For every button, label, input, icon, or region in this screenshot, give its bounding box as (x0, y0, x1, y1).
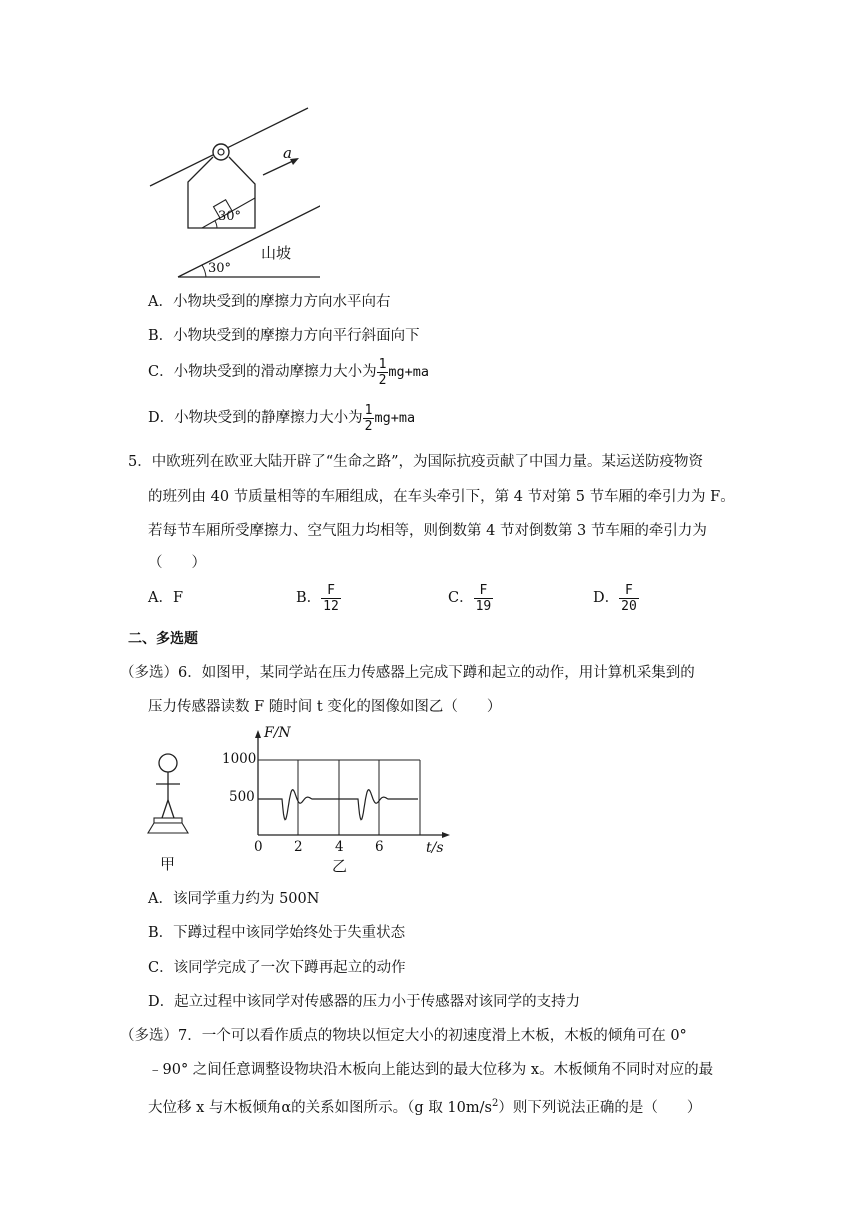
q4-option-d-fraction (363, 403, 375, 434)
frac-denominator: 19 (475, 598, 492, 614)
base-angle-label: 30° (208, 261, 232, 276)
x-tick-2: 2 (294, 839, 303, 855)
q5-option-b-fraction (321, 583, 341, 614)
slope-label: 山坡 (261, 244, 292, 262)
x-tick-4: 4 (335, 839, 344, 855)
inner-angle-label: 30° (218, 209, 242, 224)
frac-denominator: 2 (378, 372, 387, 388)
q5-option-a (148, 588, 183, 608)
q5-option-d (593, 580, 639, 616)
q6-option-c: C．该同学完成了一次下蹲再起立的动作 (148, 960, 406, 976)
section-title: 二、多选题 (128, 631, 198, 647)
q7-line-1: （多选）7．一个可以看作质点的物块以恒定大小的初速度滑上木板，木板的倾角可在 0° (120, 1028, 687, 1044)
accel-label: a (283, 144, 292, 162)
x-tick-6: 6 (375, 839, 384, 855)
q4-option-b: B．小物块受到的摩擦力方向平行斜面向下 (148, 328, 420, 344)
q5-option-c-fraction (474, 583, 494, 614)
q4-option-c-fraction (377, 357, 389, 388)
y-axis-label: F/N (264, 725, 291, 741)
q4-option-d (148, 401, 415, 435)
q4-option-c-text: C．小物块受到的滑动摩擦力大小为 (148, 364, 377, 380)
q6-option-d: D．起立过程中该同学对传感器的压力小于传感器对该同学的支持力 (148, 994, 581, 1010)
q4-option-c (148, 355, 429, 389)
caption-jia: 甲 (160, 855, 176, 873)
person-on-sensor-figure (145, 750, 195, 840)
frac-numerator: F (321, 583, 341, 599)
q5-option-a-label: A． (148, 590, 173, 606)
q5-option-d-fraction (619, 583, 639, 614)
q6-option-b: B．下蹲过程中该同学始终处于失重状态 (148, 925, 406, 941)
q7-line-3-tail: ）则下列说法正确的是（ ） (498, 1099, 702, 1116)
q5-option-b (296, 580, 341, 616)
frac-numerator: F (619, 583, 639, 599)
x-axis-label: t/s (426, 840, 444, 856)
q4-option-a: A．小物块受到的摩擦力方向水平向右 (148, 294, 391, 310)
x-tick-0: 0 (254, 839, 263, 855)
q5-option-a-value: F (172, 590, 184, 606)
force-trace (258, 790, 418, 820)
frac-denominator: 12 (323, 598, 339, 614)
incline-figure (140, 100, 320, 280)
q5-line-2: 的班列由 40 节质量相等的车厢组成，在车头牵引下，第 4 节对第 5 节车厢的牵引力为 F。 (148, 489, 735, 505)
q5-line-4: （ ） (148, 555, 206, 571)
q6-line-2: 压力传感器读数 F 随时间 t 变化的图像如图乙（ ） (148, 699, 502, 715)
q6-option-a: A．该同学重力约为 500N (148, 891, 320, 907)
frac-denominator: 2 (364, 418, 373, 434)
y-tick-1000: 1000 (222, 751, 257, 767)
q5-line-1: 5．中欧班列在欧亚大陆开辟了“生命之路”，为国际抗疫贡献了中国力量。某运送防疫物资 (128, 454, 704, 470)
caption-yi: 乙 (332, 857, 348, 875)
q7-superscript: 2 (491, 1098, 499, 1109)
q7-line-3 (148, 1094, 701, 1118)
q5-option-b-label: B． (296, 590, 322, 606)
q7-line-2: ﹣90° 之间任意调整设物块沿木板向上能达到的最大位移为 x。木板倾角不同时对应的最 (148, 1062, 714, 1078)
frac-numerator: 1 (364, 402, 373, 418)
frac-numerator: 1 (378, 356, 387, 372)
frac-numerator: F (474, 583, 494, 599)
q5-option-c-label: C． (448, 590, 474, 606)
q5-option-c (448, 580, 493, 616)
q7-line-3-text: 大位移 x 与木板倾角α的关系如图所示。（g 取 10m/s (148, 1099, 492, 1116)
frac-denominator: 20 (621, 598, 637, 614)
q5-line-3: 若每节车厢所受摩擦力、空气阻力均相等，则倒数第 4 节对倒数第 3 节车厢的牵引力为 (148, 523, 707, 539)
y-tick-500: 500 (229, 789, 255, 805)
q5-option-d-label: D． (593, 590, 620, 606)
q6-line-1: （多选）6．如图甲，某同学站在压力传感器上完成下蹲和起立的动作，用计算机采集到的 (120, 665, 695, 681)
q4-option-d-tail: mg+ma (374, 410, 416, 426)
q4-option-d-text: D．小物块受到的静摩擦力大小为 (148, 410, 363, 426)
q4-option-c-tail: mg+ma (388, 364, 430, 380)
